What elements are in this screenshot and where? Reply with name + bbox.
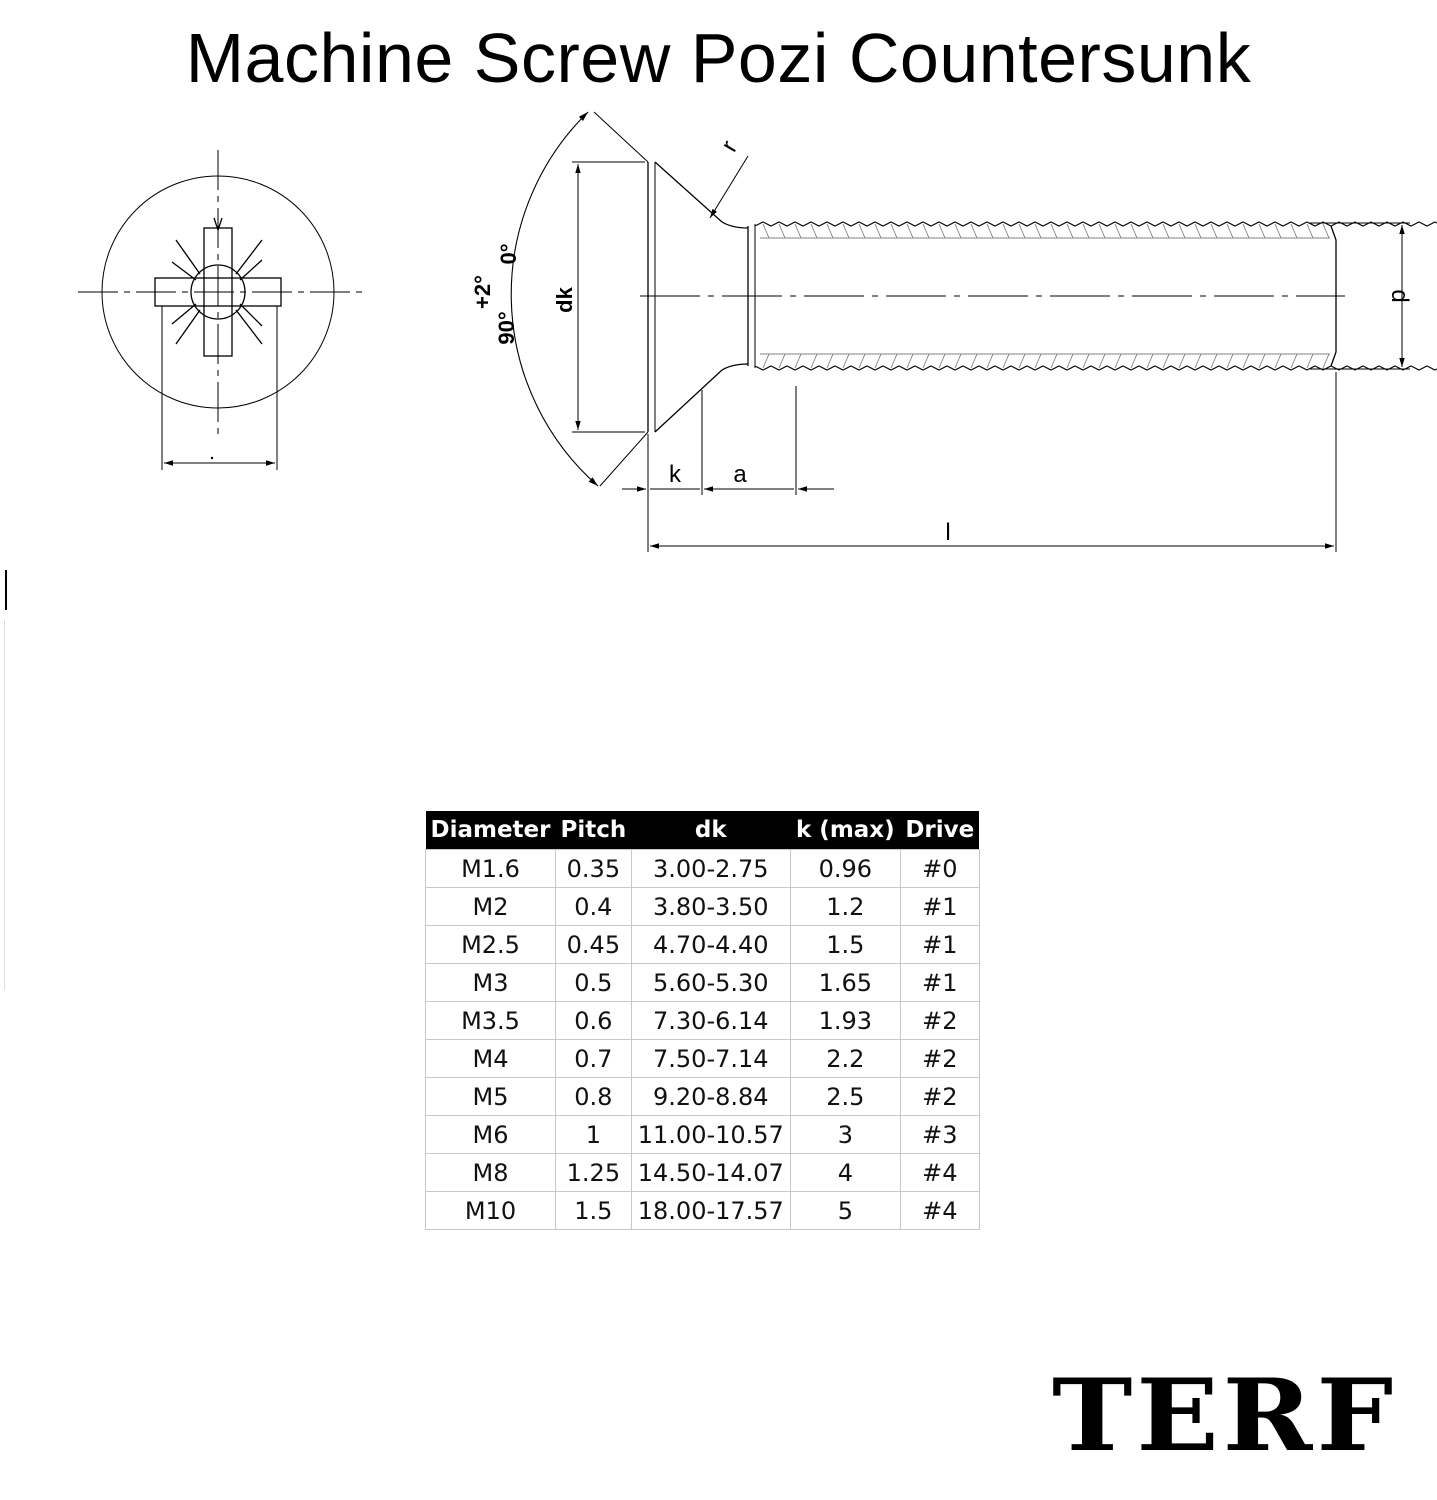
cell-drive: #2 — [900, 1078, 979, 1116]
cell-dk: 4.70-4.40 — [631, 926, 790, 964]
r-label: r — [715, 136, 744, 157]
cell-pitch: 0.7 — [556, 1040, 632, 1078]
cell-k-max: 1.65 — [790, 964, 900, 1002]
cell-diameter: M5 — [426, 1078, 556, 1116]
cell-pitch: 0.45 — [556, 926, 632, 964]
table-row — [426, 1040, 980, 1078]
cell-pitch: 0.6 — [556, 1002, 632, 1040]
cell-dk: 9.20-8.84 — [631, 1078, 790, 1116]
header-dk: dk — [631, 811, 790, 850]
cell-pitch: 0.5 — [556, 964, 632, 1002]
header-drive: Drive — [900, 811, 979, 850]
cell-k-max: 5 — [790, 1192, 900, 1230]
header-diameter: Diameter — [426, 811, 556, 850]
cell-diameter: M8 — [426, 1154, 556, 1192]
cell-dk: 11.00-10.57 — [631, 1116, 790, 1154]
cell-diameter: M6 — [426, 1116, 556, 1154]
brand-logo: TERF — [1052, 1358, 1398, 1475]
cell-pitch: 1.5 — [556, 1192, 632, 1230]
cell-drive: #1 — [900, 964, 979, 1002]
cell-drive: #1 — [900, 888, 979, 926]
cell-dk: 7.30-6.14 — [631, 1002, 790, 1040]
cell-dk: 7.50-7.14 — [631, 1040, 790, 1078]
cell-diameter: M10 — [426, 1192, 556, 1230]
cell-k-max: 4 — [790, 1154, 900, 1192]
cell-pitch: 0.35 — [556, 850, 632, 888]
cell-drive: #4 — [900, 1192, 979, 1230]
cell-dk: 5.60-5.30 — [631, 964, 790, 1002]
cell-drive: #3 — [900, 1116, 979, 1154]
cell-drive: #4 — [900, 1154, 979, 1192]
left-edge-line — [4, 620, 5, 990]
cell-diameter: M1.6 — [426, 850, 556, 888]
cell-dk: 18.00-17.57 — [631, 1192, 790, 1230]
cell-drive: #1 — [900, 926, 979, 964]
angle-tolerance-zero-label: 0° — [496, 243, 521, 265]
cell-k-max: 0.96 — [790, 850, 900, 888]
cell-drive: #2 — [900, 1002, 979, 1040]
dk-label: dk — [552, 287, 577, 313]
table-row — [426, 850, 980, 888]
cell-k-max: 1.93 — [790, 1002, 900, 1040]
cell-k-max: 1.5 — [790, 926, 900, 964]
cell-drive: #0 — [900, 850, 979, 888]
cell-dk: 3.80-3.50 — [631, 888, 790, 926]
header-k-max: k (max) — [790, 811, 900, 850]
cell-dk: 14.50-14.07 — [631, 1154, 790, 1192]
cell-diameter: M2 — [426, 888, 556, 926]
cell-pitch: 1 — [556, 1116, 632, 1154]
cell-pitch: 1.25 — [556, 1154, 632, 1192]
table-row — [426, 1154, 980, 1192]
table-row — [426, 1002, 980, 1040]
angle-tolerance-plus-label: +2° — [470, 275, 495, 309]
cell-pitch: 0.8 — [556, 1078, 632, 1116]
table-row — [426, 888, 980, 926]
header-pitch: Pitch — [556, 811, 632, 850]
table-row — [426, 1078, 980, 1116]
cell-k-max: 1.2 — [790, 888, 900, 926]
cell-k-max: 2.2 — [790, 1040, 900, 1078]
technical-drawing — [0, 0, 1437, 600]
page-title: Machine Screw Pozi Countersunk — [185, 19, 1252, 97]
k-label: k — [669, 461, 681, 488]
screw-side-view — [511, 112, 1437, 552]
cell-pitch: 0.4 — [556, 888, 632, 926]
specification-table — [425, 811, 980, 1230]
cell-drive: #2 — [900, 1040, 979, 1078]
table-row — [426, 1192, 980, 1230]
cell-diameter: M2.5 — [426, 926, 556, 964]
head-top-view — [78, 150, 362, 470]
cell-k-max: 2.5 — [790, 1078, 900, 1116]
table-row — [426, 1116, 980, 1154]
cell-diameter: M3.5 — [426, 1002, 556, 1040]
a-label: a — [733, 461, 747, 488]
d-label: d — [1386, 289, 1413, 303]
cell-k-max: 3 — [790, 1116, 900, 1154]
l-label: l — [945, 519, 951, 546]
table-header-row — [426, 811, 980, 850]
cell-diameter: M3 — [426, 964, 556, 1002]
cell-dk: 3.00-2.75 — [631, 850, 790, 888]
angle-label: 90° — [494, 311, 519, 345]
table-row — [426, 926, 980, 964]
table-row — [426, 964, 980, 1002]
cell-diameter: M4 — [426, 1040, 556, 1078]
